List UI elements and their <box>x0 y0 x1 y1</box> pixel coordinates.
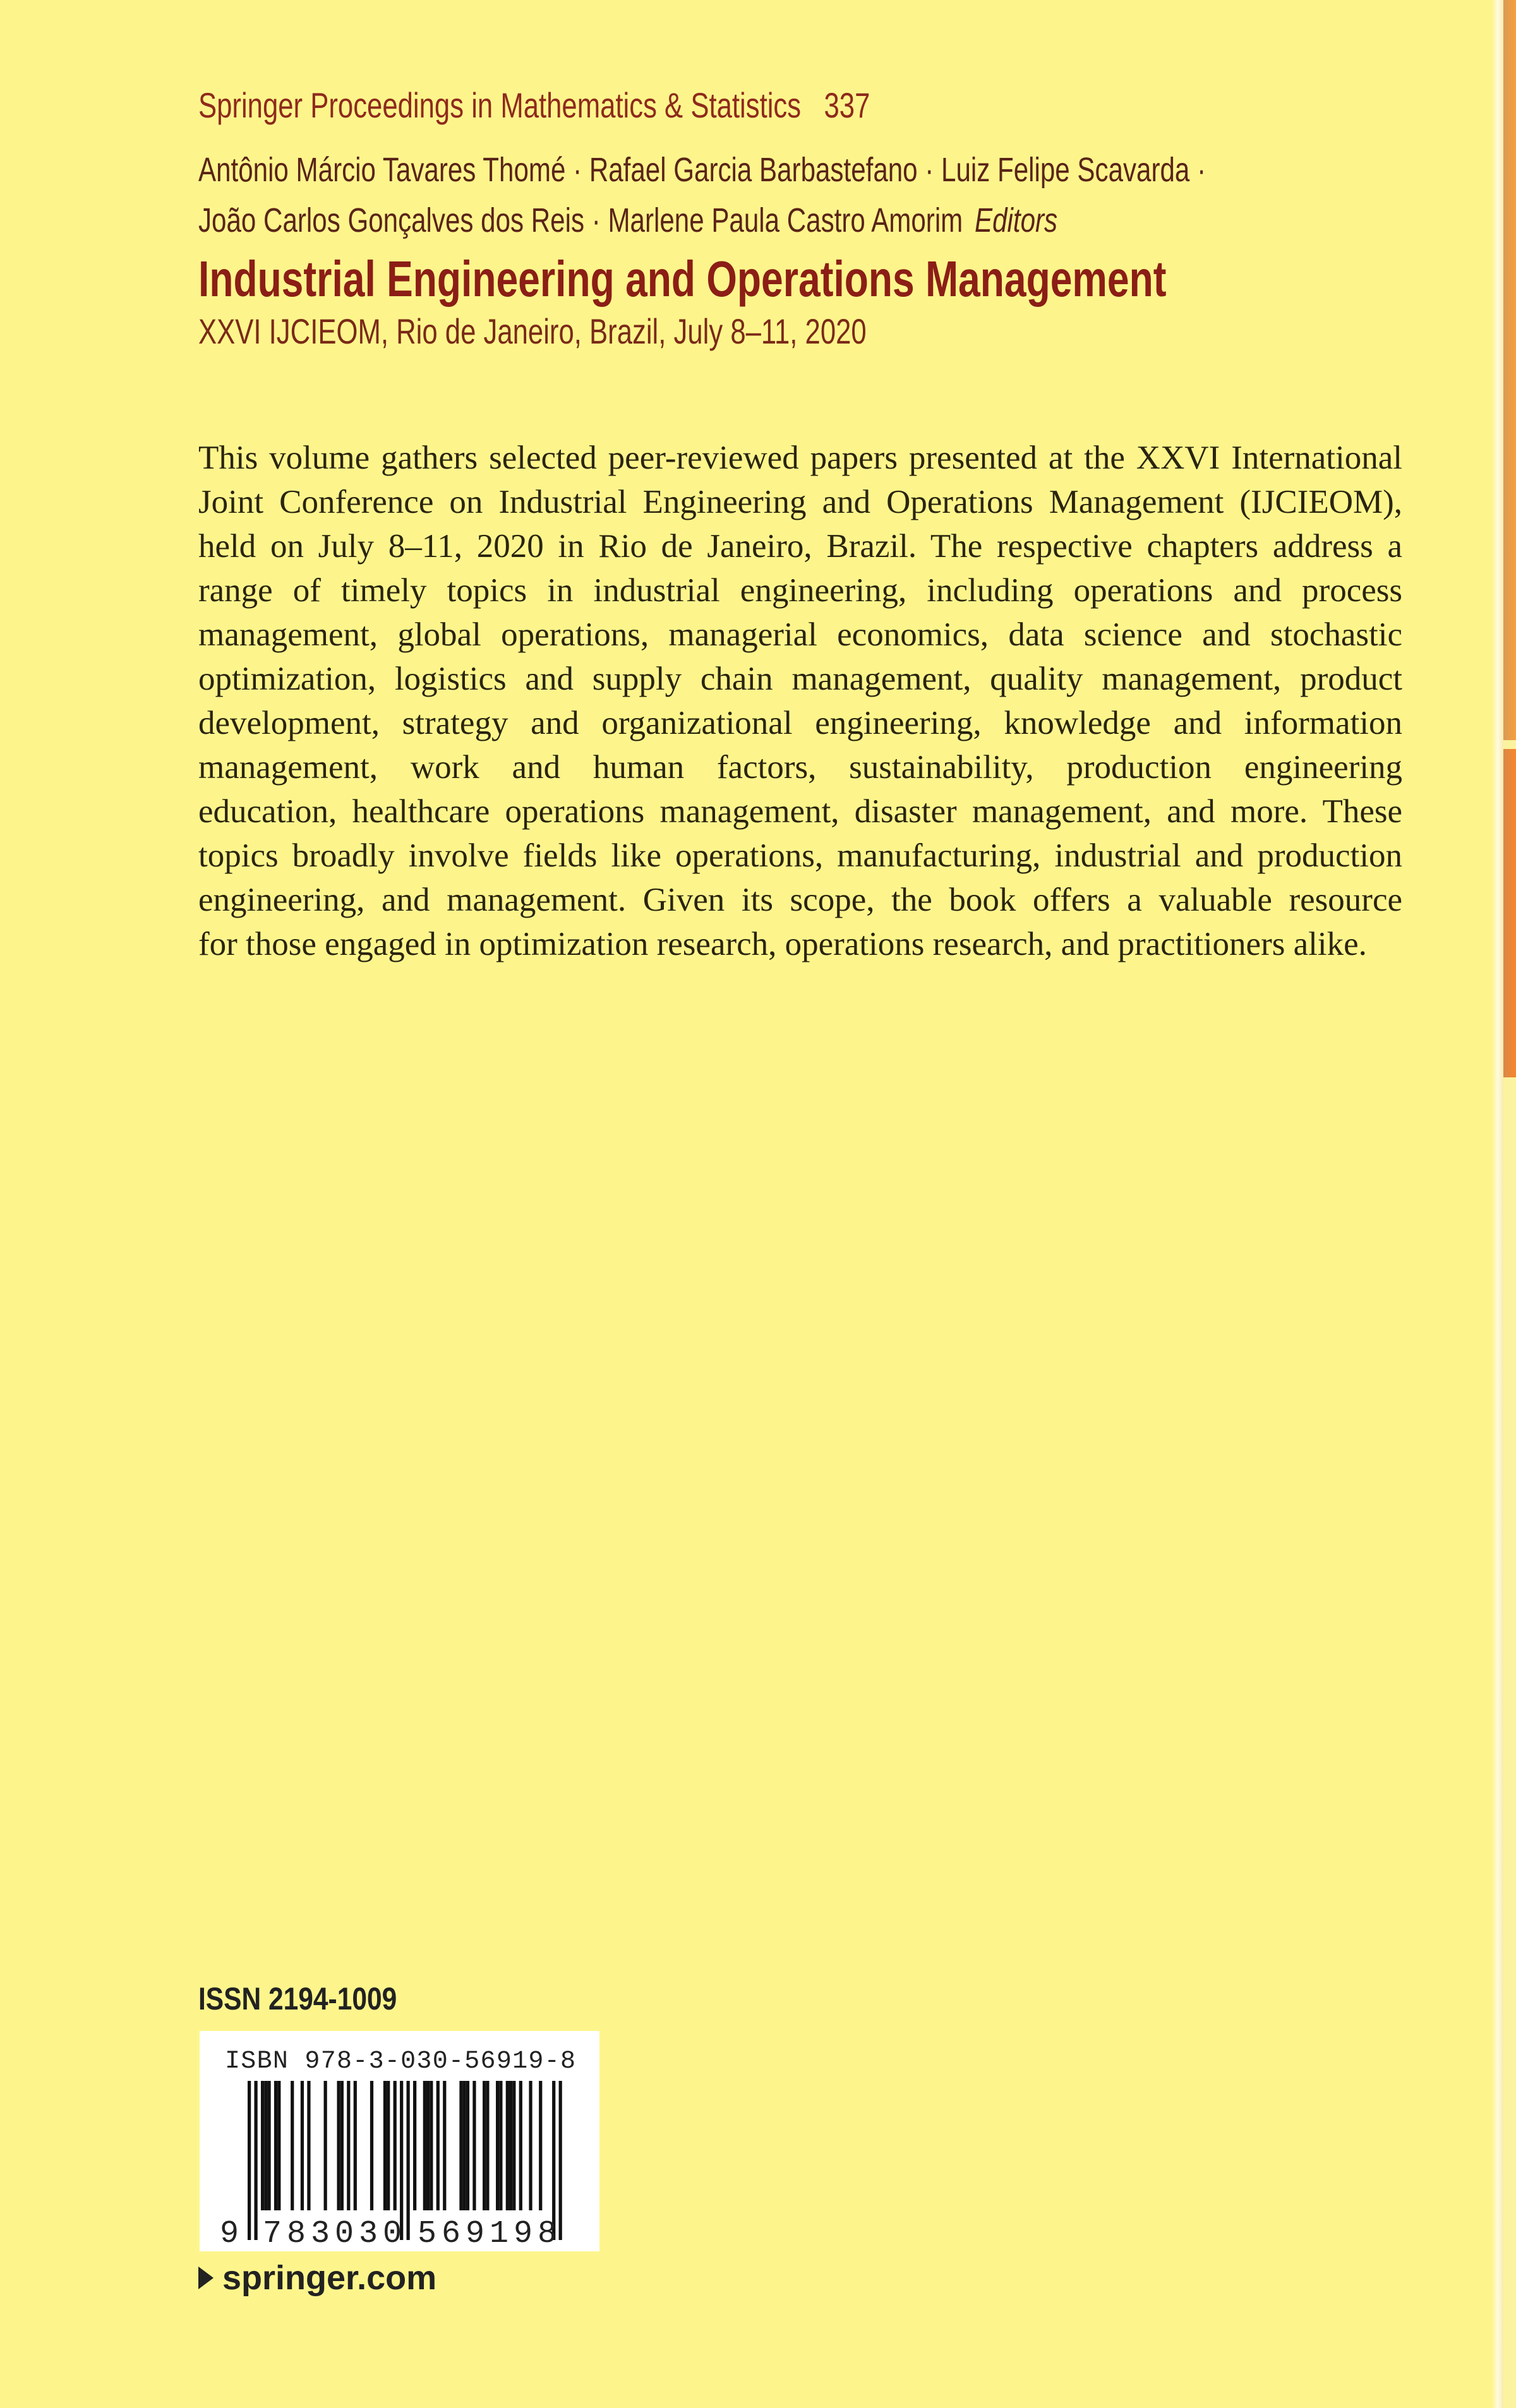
barcode-bar <box>519 2081 522 2210</box>
book-title: Industrial Engineering and Operations Management <box>198 251 1167 307</box>
springer-link-label[interactable]: springer.com <box>222 2259 437 2297</box>
barcode-digit-lead: 9 <box>220 2216 239 2251</box>
description-line: Joint Conference on Industrial Engineering and Operations Management (IJCIEOM), <box>198 484 1402 520</box>
barcode-bar <box>301 2081 304 2210</box>
series-name: Springer Proceedings in Mathematics & Statistics <box>198 85 802 125</box>
description-line: optimization, logistics and supply chain management, quality management, product <box>198 661 1402 697</box>
isbn-barcode <box>200 2031 599 2251</box>
authors-names: João Carlos Gonçalves dos Reis · Marlene Paula Castro Amorim <box>198 201 963 239</box>
triangle-right-icon <box>198 2267 214 2289</box>
barcode-bar <box>274 2081 277 2210</box>
description-line: This volume gathers selected peer-reviewed papers presented at the XXVI International <box>198 440 1402 476</box>
barcode-bar <box>307 2081 310 2210</box>
barcode-bar <box>267 2081 270 2210</box>
barcode-graphic <box>200 2031 599 2251</box>
spine-orange-band-middle <box>1503 749 1516 1077</box>
book-subtitle: XXVI IJCIEOM, Rio de Janeiro, Brazil, July 8–11, 2020 <box>198 311 867 351</box>
description-line: engineering, and management. Given its scope, the book offers a valuable resource <box>198 882 1402 918</box>
barcode-bar <box>463 2081 466 2210</box>
barcode-bar <box>486 2081 489 2210</box>
barcode-bar <box>291 2081 294 2210</box>
description-line: development, strategy and organizational engineering, knowledge and information <box>198 705 1402 741</box>
isbn-label: ISBN 978-3-030-56919-8 <box>225 2047 575 2076</box>
barcode-bar <box>383 2081 387 2210</box>
editors-label: Editors <box>974 201 1058 239</box>
barcode-bar <box>459 2081 462 2210</box>
authors-line-1: Antônio Márcio Tavares Thomé · Rafael Garcia Barbastefano · Luiz Felipe Scavarda · <box>198 151 1206 189</box>
barcode-bar <box>466 2081 469 2210</box>
series-line <box>198 85 870 126</box>
barcode-bar <box>509 2081 512 2210</box>
barcode-bar <box>496 2081 499 2210</box>
barcode-bar <box>436 2081 440 2210</box>
description <box>198 436 1402 966</box>
barcode-bar <box>340 2081 344 2210</box>
barcode-bar <box>248 2081 251 2240</box>
description-line: held on July 8–11, 2020 in Rio de Janeiro, Brazil. The respective chapters address a <box>198 528 1402 565</box>
barcode-bar <box>407 2081 410 2240</box>
barcode-bar <box>506 2081 509 2210</box>
barcode-bar <box>354 2081 357 2210</box>
issn: ISSN 2194-1009 <box>198 1981 397 2016</box>
description-line: management, work and human factors, sustainability, production engineering <box>198 749 1402 786</box>
barcode-bar <box>499 2081 502 2210</box>
barcode-bar <box>387 2081 390 2210</box>
description-line: for those engaged in optimization research, operations research, and practitioners alike. <box>198 926 1367 962</box>
springer-link[interactable] <box>198 2258 436 2297</box>
barcode-bar <box>347 2081 350 2210</box>
spine-highlight <box>1492 0 1503 2408</box>
barcode-bar <box>529 2081 532 2210</box>
description-line: topics broadly involve fields like operations, manufacturing, industrial and production <box>198 837 1402 874</box>
barcode-bar <box>539 2081 542 2210</box>
barcode-bar <box>483 2081 486 2210</box>
barcode-bar <box>394 2081 397 2210</box>
barcode-bar <box>443 2081 446 2210</box>
barcode-bar <box>413 2081 416 2210</box>
barcode-bar <box>423 2081 426 2210</box>
barcode-bar <box>324 2081 327 2210</box>
series-volume: 337 <box>824 85 870 125</box>
barcode-digits-right: 569198 <box>418 2216 556 2251</box>
authors-line-2 <box>198 201 1057 240</box>
description-line: education, healthcare operations management, disaster management, and more. These <box>198 793 1402 830</box>
barcode-bar <box>426 2081 430 2210</box>
barcode-bar <box>512 2081 515 2210</box>
barcode-digits-left: 783030 <box>263 2216 402 2251</box>
barcode-bar <box>254 2081 257 2240</box>
description-line: range of timely topics in industrial engineering, including operations and process <box>198 572 1402 609</box>
description-line: management, global operations, managerial economics, data science and stochastic <box>198 616 1402 653</box>
barcode-bar <box>430 2081 433 2210</box>
barcode-bar <box>261 2081 264 2210</box>
barcode-bar <box>277 2081 280 2210</box>
spine-orange-band-top <box>1503 0 1516 740</box>
barcode-bar <box>264 2081 267 2210</box>
barcode-bar <box>472 2081 476 2210</box>
barcode-bar <box>559 2081 562 2240</box>
barcode-bar <box>337 2081 340 2210</box>
barcode-bar <box>370 2081 373 2210</box>
